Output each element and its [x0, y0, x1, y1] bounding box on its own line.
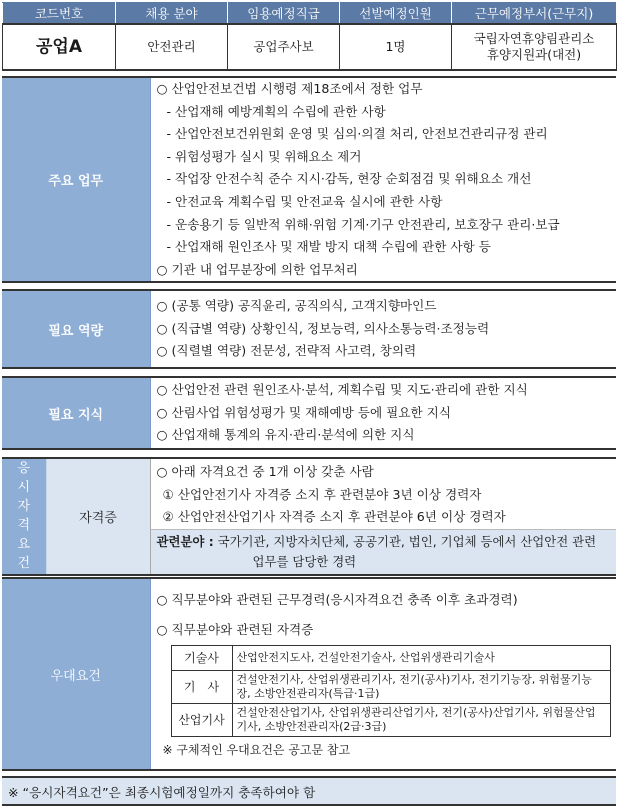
preference-label: 우대요건	[2, 578, 150, 770]
cert-list: 건설안전기사, 산업위생관리기사, 전기(공사)기사, 전기기능장, 위험물기능장, 소방안전관리자(특급·1급)	[232, 671, 610, 704]
label-char: 요	[17, 537, 31, 553]
dept-line-2: 휴양지원과(대전)	[486, 47, 582, 62]
footer-note: ※ “응시자격요건”은 최종시험예정일까지 충족하여야 함	[2, 776, 616, 806]
competency-line: ○ (직급별 역량) 상황인식, 정보능력, 의사소통능력·조정능력	[156, 320, 490, 336]
knowledge-section	[2, 376, 616, 450]
col-dept: 근무예정부서(근무지)	[452, 3, 617, 25]
related-text-2: 업무를 담당한 경력	[252, 553, 357, 569]
dept-line-1: 국립자연휴양림관리소	[473, 31, 595, 46]
duty-line: - 산업재해 원인조사 및 재발 방지 대책 수립에 관한 사항 등	[166, 239, 491, 255]
preference-content	[150, 578, 616, 770]
preference-line: ○ 직무분야와 관련된 근무경력(응시자격요건 충족 이후 초과경력)	[156, 592, 518, 607]
duty-line: ○ 기관 내 업무분장에 의한 업무처리	[156, 261, 358, 277]
requirement-line: ② 산업안전산업기사 자격증 소지 후 관련분야 6년 이상 경력자	[162, 509, 506, 525]
requirement-line: ○ 아래 자격요건 중 1개 이상 갖춘 사람	[156, 464, 374, 479]
knowledge-content	[150, 377, 616, 449]
label-char: 건	[17, 556, 31, 572]
cert-level: 기술사	[171, 646, 232, 671]
duties-section	[2, 76, 616, 283]
duties-label: 주요 업무	[2, 77, 150, 282]
cert-list: 건설안전산업기사, 산업위생관리산업기사, 전기(공사)산업기사, 위험물산업기사, 소방안전관리자(2급·3급)	[232, 704, 610, 737]
table-row	[171, 646, 610, 671]
competency-section	[2, 289, 616, 369]
header-table	[2, 2, 617, 71]
competency-line: ○ (공통 역량) 공직윤리, 공직의식, 고객지향마인드	[156, 298, 437, 314]
duty-line: - 운송용기 등 일반적 위해·위험 기계·기구 안전관리, 보호장구 관리·보급	[166, 216, 560, 232]
cert-level: 기 사	[171, 671, 232, 704]
col-count: 선발예정인원	[340, 3, 452, 25]
related-field	[150, 529, 616, 575]
duty-line: - 산업안전보건위원회 운영 및 심의·의결 처리, 안전보건관리규정 관리	[166, 126, 548, 142]
requirements-content	[150, 458, 616, 529]
duty-line: - 위험성평가 실시 및 위해요소 제거	[166, 148, 362, 164]
preference-note: ※ 구체적인 우대요건은 공고문 참고	[162, 743, 351, 757]
label-char: 자	[17, 499, 31, 515]
competency-line: ○ (직렬별 역량) 전문성, 전략적 사고력, 창의력	[156, 343, 417, 359]
grade-value: 공업주사보	[228, 24, 340, 70]
duty-line: - 산업재해 예방계획의 수립에 관한 사항	[166, 103, 386, 119]
label-char: 격	[17, 518, 31, 534]
knowledge-line: ○ 산림사업 위험성평가 및 재해예방 등에 필요한 지식	[156, 404, 451, 420]
col-grade: 임용예정직급	[228, 3, 340, 25]
code-value: 공업A	[3, 24, 116, 70]
value-row	[3, 24, 617, 70]
duty-line: ○ 산업안전보건법 시행령 제18조에서 정한 업무	[156, 81, 423, 96]
preference-cert-table	[171, 645, 611, 737]
requirement-line: ① 산업안전기사 자격증 소지 후 관련분야 3년 이상 경력자	[162, 486, 482, 502]
requirements-section	[2, 457, 616, 576]
preference-line: ○ 직무분야와 관련된 자격증	[156, 622, 314, 637]
cert-level: 산업기사	[171, 704, 232, 737]
related-text: 국가기관, 지방자치단체, 공공기관, 법인, 기업체 등에서 산업안전 관련	[217, 533, 597, 549]
related-label: 관련분야 :	[156, 533, 214, 549]
duty-line: - 작업장 안전수칙 준수 지시·감독, 현장 순회점검 및 위해요소 개선	[166, 171, 532, 187]
label-char: 응	[17, 461, 31, 477]
table-row	[171, 671, 610, 704]
competency-content	[150, 290, 616, 368]
cert-list: 산업안전지도사, 건설안전기술사, 산업위생관리기술사	[232, 646, 610, 671]
label-char: 시	[17, 480, 31, 496]
requirements-label	[2, 458, 46, 575]
certificate-label: 자격증	[46, 458, 150, 575]
competency-label: 필요 역량	[2, 290, 150, 368]
dept-value	[452, 24, 617, 70]
preference-section	[2, 577, 616, 771]
col-field: 채용 분야	[116, 3, 228, 25]
table-row	[171, 704, 610, 737]
knowledge-line: ○ 산업안전 관련 원인조사·분석, 계획수립 및 지도·관리에 관한 지식	[156, 382, 528, 398]
duty-line: - 안전교육 계획수립 및 안전교육 실시에 관한 사항	[166, 193, 443, 209]
col-code: 코드번호	[3, 3, 116, 25]
knowledge-label: 필요 지식	[2, 377, 150, 449]
header-row	[3, 3, 617, 25]
knowledge-line: ○ 산업재해 통계의 유지·관리·분석에 의한 지식	[156, 427, 415, 443]
field-value: 안전관리	[116, 24, 228, 70]
duties-content	[150, 77, 616, 282]
count-value: 1명	[340, 24, 452, 70]
